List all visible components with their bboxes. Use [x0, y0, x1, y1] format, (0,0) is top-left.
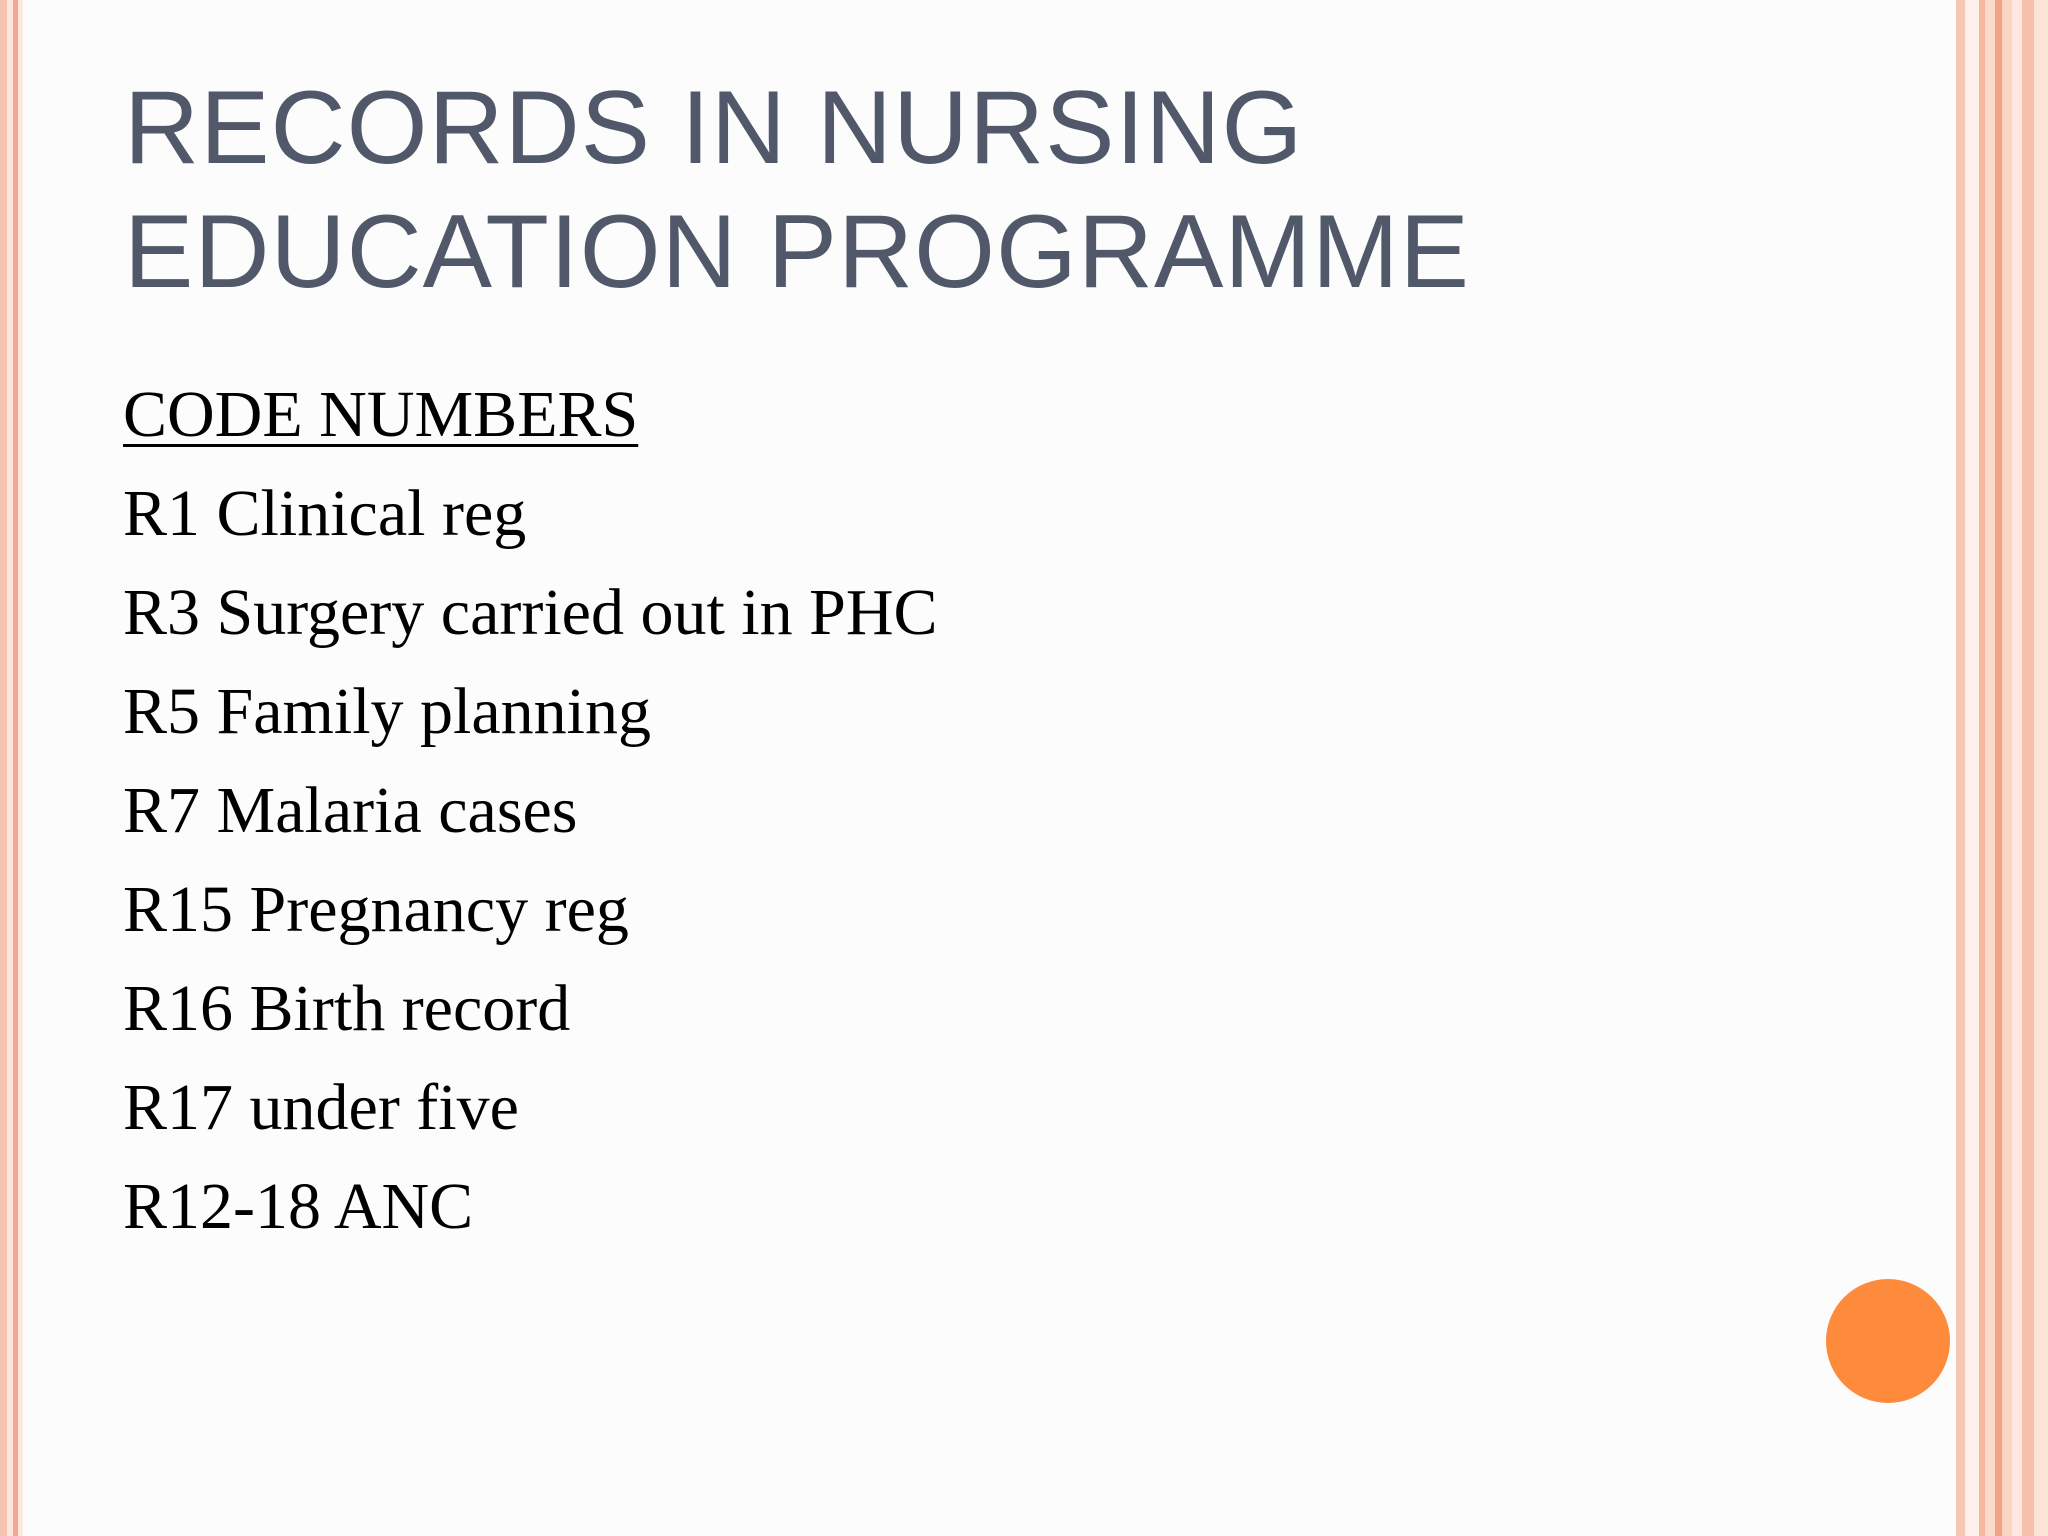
list-item: R15 Pregnancy reg — [123, 873, 629, 946]
right-border-stripe — [2022, 0, 2034, 1536]
list-item: R7 Malaria cases — [123, 774, 578, 847]
left-border-stripe — [18, 0, 23, 1536]
right-border-stripe — [1956, 0, 1965, 1536]
list-item: R3 Surgery carried out in PHC — [123, 576, 938, 649]
right-border-stripe — [2012, 0, 2022, 1536]
right-border-stripe — [2002, 0, 2012, 1536]
code-numbers-list — [123, 365, 1823, 1256]
slide-title-line-2: EDUCATION PROGRAMME — [124, 194, 1471, 310]
list-item: R12-18 ANC — [123, 1170, 474, 1243]
list-item: R1 Clinical reg — [123, 477, 527, 550]
right-border-stripe — [1995, 0, 2002, 1536]
right-border-stripe — [2034, 0, 2048, 1536]
slide-title-line-1: RECORDS IN NURSING — [124, 70, 1304, 186]
orange-circle-decoration — [1826, 1279, 1950, 1403]
left-border-stripe — [0, 0, 7, 1536]
list-item: R16 Birth record — [123, 972, 571, 1045]
list-item: R17 under five — [123, 1071, 519, 1144]
right-border-stripe — [1985, 0, 1995, 1536]
list-item: R5 Family planning — [123, 675, 651, 748]
list-heading: CODE NUMBERS — [123, 378, 639, 451]
right-border-stripe — [1965, 0, 1979, 1536]
slide-title — [124, 66, 1824, 314]
